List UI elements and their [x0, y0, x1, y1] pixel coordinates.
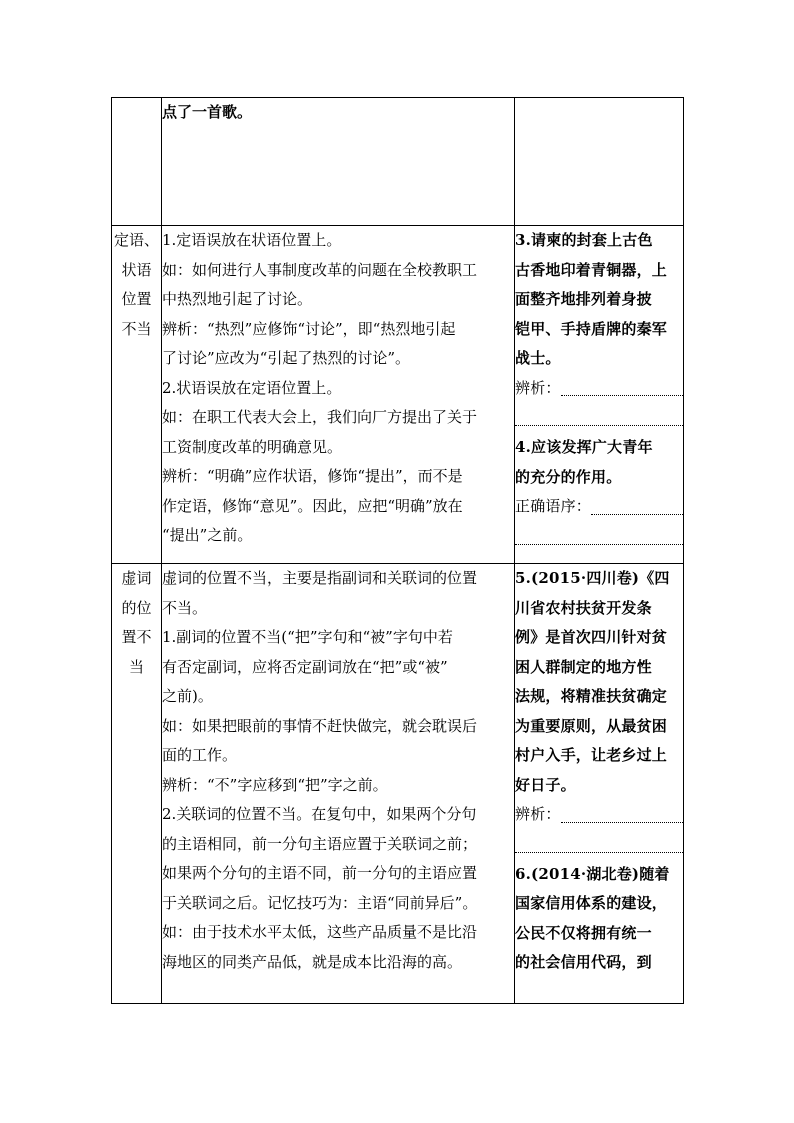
example-line: 铠甲、手持盾牌的秦军	[515, 319, 668, 338]
content-line: 作定语，修饰“意见”。因此，应把“明确”放在	[162, 496, 463, 515]
content-line: 海地区的同类产品低，就是成本比沿海的高。	[162, 952, 463, 971]
content-line: “提出”之前。	[162, 526, 253, 544]
content-cell	[162, 226, 515, 564]
content-line: 面的工作。	[162, 746, 238, 764]
answer-label: 辨析：	[515, 378, 561, 397]
content-line: 如果两个分句的主语不同，前一分句的主语应置	[162, 864, 478, 882]
table-row	[112, 564, 684, 1004]
answer-blank[interactable]	[561, 806, 683, 823]
content-line: 的主语相同，前一分句主语应置于关联词之前；	[162, 834, 478, 853]
example-line: 好日子。	[515, 775, 576, 794]
example-line: 6.(2014·湖北卷)随着	[515, 864, 670, 883]
category-label: 不当	[121, 319, 152, 338]
content-line: 工资制度改革的明确意见。	[162, 437, 343, 456]
content-line: 如：由于技术水平太低，这些产品质量不是比沿	[162, 923, 478, 941]
example-line: 的充分的作用。	[515, 467, 622, 486]
category-label: 定语、	[114, 231, 159, 249]
example-line: 国家信用体系的建设，	[515, 894, 668, 912]
answer-row	[515, 374, 683, 404]
content-line: 虚词的位置不当，主要是指副词和关联词的位置	[162, 569, 478, 587]
content-line: 如：在职工代表大会上，我们向厂方提出了关于	[162, 408, 478, 426]
content-line: 之前)。	[162, 687, 213, 705]
content-line: 于关联词之后。记忆技巧为：主语“同前异后”。	[162, 893, 478, 912]
category-cell	[112, 564, 162, 1004]
content-line: 不当。	[162, 598, 208, 617]
content-line: 辨析：“热烈”应修饰“讨论”，即“热烈地引起	[162, 319, 456, 338]
example-line: 例》是首次四川针对贫	[515, 628, 668, 646]
example-cell	[515, 98, 684, 226]
example-line: 公民不仅将拥有统一	[515, 923, 652, 942]
category-cell	[112, 226, 162, 564]
example-line: 战士。	[515, 349, 561, 367]
answer-blank-line[interactable]	[515, 528, 683, 545]
category-label: 置不	[121, 628, 152, 646]
content-line: 1.定语误放在状语位置上。	[162, 231, 342, 249]
table-row	[112, 226, 684, 564]
answer-blank-line[interactable]	[515, 836, 683, 853]
example-cell	[515, 564, 684, 1004]
content-line: 如：如果把眼前的事情不赶快做完，就会耽误后	[162, 716, 478, 735]
example-cell	[515, 226, 684, 564]
example-line: 的社会信用代码，到	[515, 953, 652, 971]
table-row	[112, 98, 684, 226]
example-line: 4.应该发挥广大青年	[515, 438, 653, 456]
category-cell	[112, 98, 162, 226]
category-label: 当	[128, 657, 144, 676]
example-line: 村户入手，让老乡过上	[515, 746, 668, 764]
answer-row	[515, 492, 683, 522]
example-line: 面整齐地排列着身披	[515, 290, 652, 308]
answer-blank[interactable]	[561, 379, 683, 396]
example-line: 5.(2015·四川卷)《四	[515, 569, 670, 587]
content-line: 中热烈地引起了讨论。	[162, 290, 313, 308]
content-line: 点了一首歌。	[162, 103, 253, 121]
category-label: 的位	[121, 598, 152, 617]
content-line: 辨析：“不”字应移到“把”字之前。	[162, 775, 388, 794]
example-line: 为重要原则，从最贫困	[515, 716, 668, 735]
example-line: 困人群制定的地方性	[515, 657, 652, 676]
answer-label: 正确语序：	[515, 497, 592, 515]
category-label: 位置	[121, 290, 152, 308]
content-line: 了讨论”应改为“引起了热烈的讨论”。	[162, 349, 411, 367]
content-line: 辨析：“明确”应作状语，修饰“提出”，而不是	[162, 467, 463, 485]
answer-blank[interactable]	[591, 498, 683, 515]
category-label: 状语	[121, 260, 152, 279]
content-line: 2.状语误放在定语位置上。	[162, 378, 342, 397]
example-line: 3.请柬的封套上古色	[515, 231, 653, 249]
example-line: 法规，将精准扶贫确定	[515, 687, 668, 705]
content-line: 1.副词的位置不当(“把”字句和“被”字句中若	[162, 628, 453, 646]
grammar-table	[111, 97, 684, 1004]
example-line: 古香地印着青铜器，上	[515, 260, 668, 279]
content-line: 2.关联词的位置不当。在复句中，如果两个分句	[162, 805, 477, 823]
answer-blank-line[interactable]	[515, 409, 683, 426]
example-line: 川省农村扶贫开发条	[515, 598, 652, 617]
answer-row	[515, 800, 683, 830]
answer-label: 辨析：	[515, 805, 561, 823]
content-cell	[162, 564, 515, 1004]
content-cell	[162, 98, 515, 226]
content-line: 如：如何进行人事制度改革的问题在全校教职工	[162, 260, 478, 279]
content-line: 有否定副词，应将否定副词放在“把”或“被”	[162, 657, 448, 676]
category-label: 虚词	[121, 569, 152, 587]
